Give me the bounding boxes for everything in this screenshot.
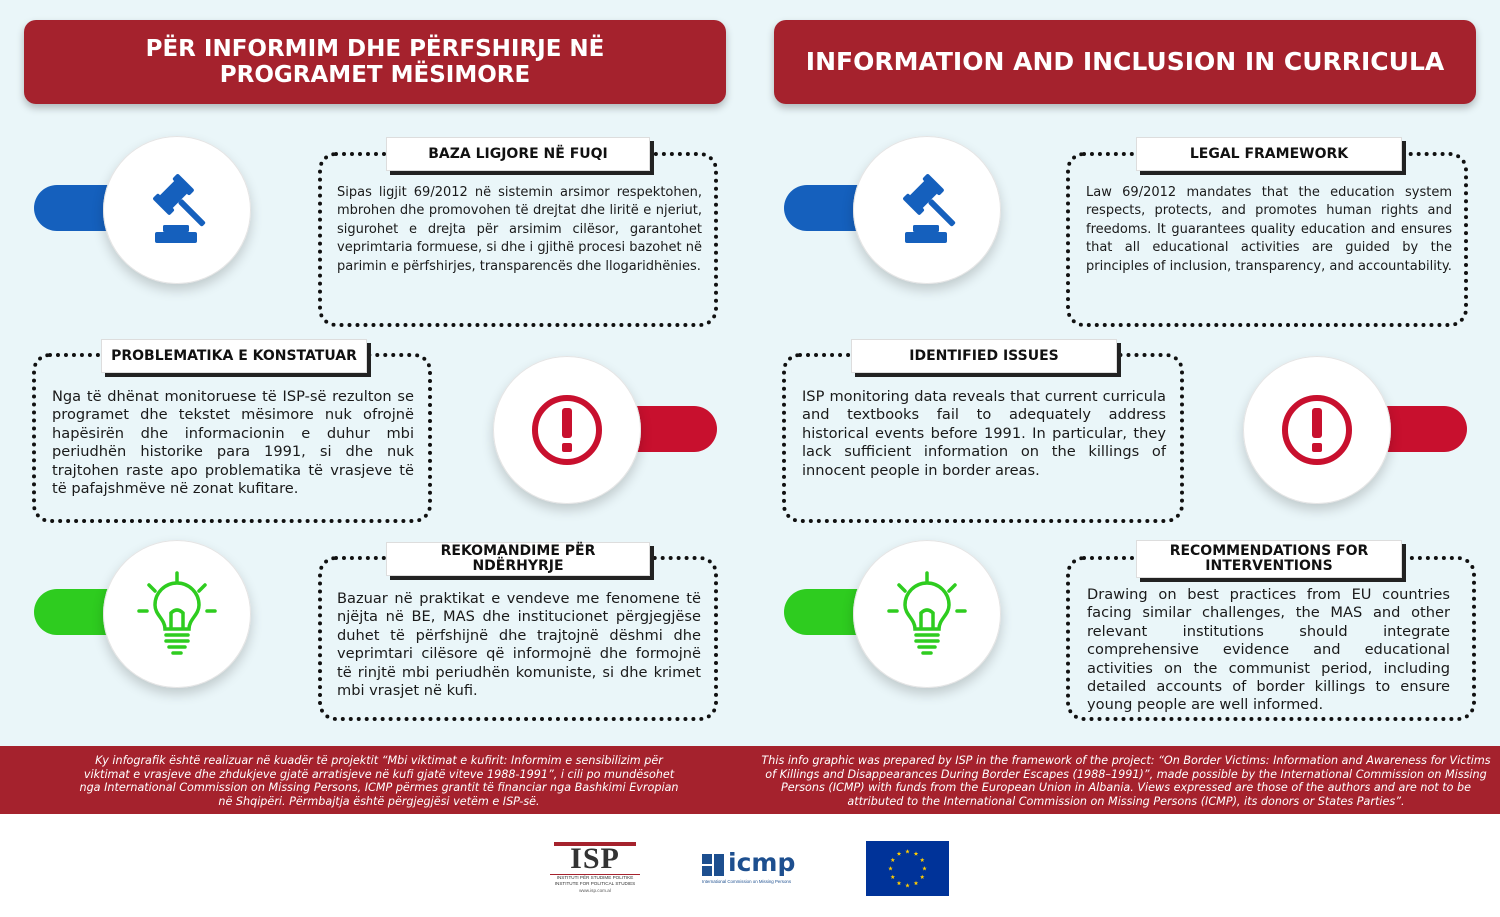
gavel-icon	[137, 170, 217, 250]
right-legal-text: Law 69/2012 mandates that the education system respects, protects, and promotes human rights and freedoms. It guarantees quality education and ensures that all educational activities are guided by the principles of inclusion, transparency, and accountability.	[1086, 185, 1452, 274]
icmp-logo-subtitle: International Commission on Missing Persons	[702, 879, 792, 884]
footer-band	[0, 746, 1500, 814]
eu-star	[920, 858, 925, 862]
footer-text-english: This info graphic was prepared by ISP in the framework of the project: “On Border Victims: Information and Awareness for Victims of Killings and Disappearances During Border Escapes (1988–1991)”, made possible by the International Commission on Missing Persons (ICMP) with funds from the European Union in Albania. Views expressed are those of the authors and are not to be attributed to the International Commission on Missing Persons (ICMP), its donors or States Parties”.	[761, 754, 1491, 808]
eu-star	[922, 866, 927, 870]
right-legal-title: LEGAL FRAMEWORK	[1136, 137, 1402, 171]
left-issues-circle	[493, 356, 641, 504]
right-reco-title: RECOMMENDATIONS FOR INTERVENTIONS	[1136, 540, 1402, 578]
eu-star	[897, 851, 902, 855]
left-issues-title: PROBLEMATIKA E KONSTATUAR	[101, 339, 367, 373]
left-header-title: PËR INFORMIM DHE PËRFSHIRJE NË PROGRAMET MËSIMORE	[145, 35, 605, 88]
right-reco-circle	[853, 540, 1001, 688]
icmp-logo-mark: icmp	[728, 848, 796, 877]
gavel-icon	[887, 170, 967, 250]
icmp-logo-symbol	[702, 854, 724, 876]
exclamation-icon	[1279, 392, 1355, 468]
eu-star	[891, 858, 896, 862]
exclamation-icon	[529, 392, 605, 468]
eu-star	[914, 851, 919, 855]
eu-star	[914, 881, 919, 885]
right-issues-circle	[1243, 356, 1391, 504]
footer-text-albanian: Ky infografik është realizuar në kuadër të projektit “Mbi viktimat e kufirit: Informim e sensibilizim për viktimat e vrasjeve dhe zhdukjeve gjatë arratisjeve në kufi gjatë viteve 1988-1991”, i cili po mundësohet nga International Commission on Missing Persons, ICMP përmes grantit të financiar nga Bashkimi Evropian në Shqipëri. Përmbajtja është përgjegjësi vetëm e ISP-së.	[79, 754, 679, 808]
isp-logo-line2: INSTITUTE FOR POLITICAL STUDIES	[554, 881, 636, 886]
eu-flag-icon	[866, 841, 949, 896]
eu-star	[897, 881, 902, 885]
lightbulb-icon	[135, 569, 219, 659]
right-reco-text: Drawing on best practices from EU countries facing similar challenges, the MAS and other relevant institutions should integrate comprehensive evidence and educational activities on the communist period, including detailed accounts of border killings to ensure young people are well informed.	[1087, 586, 1450, 714]
isp-logo-url: www.isp.com.al	[579, 888, 611, 893]
eu-star	[905, 883, 910, 887]
left-issues-text: Nga të dhënat monitoruese të ISP-së rezulton se programet dhe tekstet mësimore nuk ofrojnë hapësirën dhe informacionin e duhur mbi periudhën historike para 1991, si dhe nuk trajtohen raste apo problematika të vrasjeve të të pafajshmëve në zonat kufitare.	[52, 388, 414, 498]
isp-logo	[550, 842, 640, 898]
icmp-logo	[702, 848, 806, 886]
eu-star	[905, 849, 910, 853]
right-header-title: INFORMATION AND INCLUSION IN CURRICULA	[805, 46, 1445, 76]
right-issues-title: IDENTIFIED ISSUES	[851, 339, 1117, 373]
right-legal-circle	[853, 136, 1001, 284]
right-issues-text: ISP monitoring data reveals that current curricula and textbooks fail to adequately address historical events before 1991. In particular, they lack sufficient information on the killings of innocent people in border areas.	[802, 388, 1166, 479]
isp-logo-line1: INSTITUTI PËR STUDIME POLITIKE	[550, 874, 640, 881]
lightbulb-icon	[885, 569, 969, 659]
left-legal-title: BAZA LIGJORE NË FUQI	[386, 137, 650, 171]
left-reco-circle	[103, 540, 251, 688]
left-reco-text: Bazuar në praktikat e vendeve me fenomene të njëjta në BE, MAS dhe institucionet përgjegjëse duhet të përfshijnë dhe trajtojnë dëshmi dhe veprimtari cilësore që informojnë dhe formojnë të rinjtë mbi periudhën komuniste, si dhe krimet mbi vrasjet në kufi.	[337, 590, 701, 700]
eu-star	[891, 875, 896, 879]
right-header-banner	[774, 20, 1476, 104]
left-legal-circle	[103, 136, 251, 284]
left-legal-text: Sipas ligjit 69/2012 në sistemin arsimor respektohen, mbrohen dhe promovohen të drejtat dhe liritë e njeriut, sigurohet e drejta për arsimim cilësor, garantohet veprimtaria formuese, si dhe i gjithë procesi bazohet në parimin e përfshirjes, transparencës dhe llogaridhënies.	[337, 185, 702, 274]
left-header-banner	[24, 20, 726, 104]
eu-star	[920, 875, 925, 879]
eu-star	[888, 866, 893, 870]
isp-logo-mark: ISP	[570, 842, 620, 875]
left-reco-title: REKOMANDIME PËR NDËRHYRJE	[386, 542, 650, 576]
